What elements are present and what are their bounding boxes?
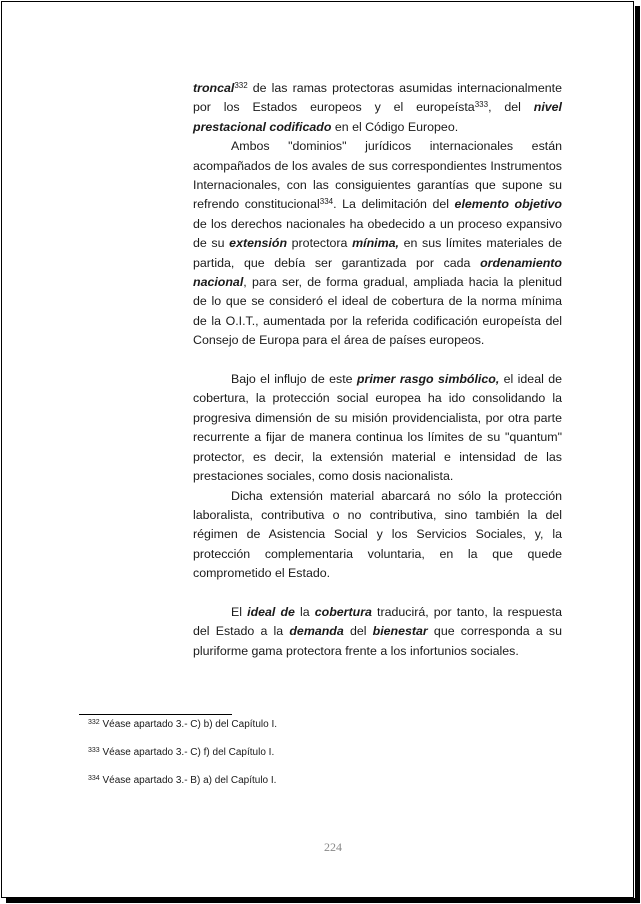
paragraph-4: Dicha extensión material abarcará no sólo la protección laboralista, contributiva o no contributiva, sino también la del régimen de Asistencia Social y los Servicios Sociales, y, la protección complementaria voluntaria, en la que quede comprometido el Estado. (193, 488, 562, 581)
paragraph-gap (193, 351, 562, 370)
paragraph-5: El ideal de la cobertura traducirá, por tanto, la respuesta del Estado a la demanda del bienestar que corresponda a su pluriforme gama protectora frente a los infortunios sociales. (193, 604, 563, 658)
footnote-ref-334[interactable]: 334 (319, 197, 334, 207)
footnote-ref-332[interactable]: 332 (234, 81, 248, 90)
footnote-334: $^{334}$ Véase apartado 3.- B) a) del Capítulo I. (88, 775, 277, 786)
page-shadow-bottom (6, 898, 640, 903)
footnote-332: $^{332}$ Véase apartado 3.- C) b) del Capítulo I. (88, 719, 278, 730)
footnote-ref-333[interactable]: 333 (474, 100, 489, 110)
page-shadow-right (635, 6, 640, 903)
page-number: 224 (324, 840, 342, 854)
footnote-333: $^{333}$ Véase apartado 3.- C) f) del Capítulo I. (88, 747, 275, 758)
paragraph-1: troncal$^{332}$ de las ramas protectoras asumidas internacionalmente por los Estados europeos y el europeísta$^{333}$, del nivel prestacional codificado en el Código Europeo. (193, 81, 562, 134)
footnotes (88, 719, 488, 803)
body-text (193, 79, 562, 661)
footnote-separator (79, 714, 232, 715)
paragraph-3: Bajo el influjo de este primer rasgo simbólico, el ideal de cobertura, la protección social europea ha ido consolidando la progresiva dimensión de su misión providencialista, por otra parte recurrente a fijar de manera continua los límites de su "quantum" protector, es decir, la extensión material e intensidad de las prestaciones sociales, como dosis nacionalista. (193, 372, 563, 484)
paragraph-2: Ambos "dominios" jurídicos internacionales están acompañados de los avales de sus correspondientes Instrumentos Internacionales, con las consiguientes garantías que supone su refrendo constitucional$^{334}$. La delimitación del elemento objetivo de los derechos nacionales ha obedecido a un proceso expansivo de su extensión protectora mínima, en sus límites materiales de partida, que debía ser garantizada por cada ordenamiento nacional, para ser, de forma gradual, ampliada hacia la plenitud de lo que se consideró el ideal de cobertura de la norma mínima de la O.I.T., aumentada por la referida codificación europeísta del Consejo de Europa para el área de países europeos. (193, 139, 562, 348)
paragraph-gap (193, 584, 562, 603)
